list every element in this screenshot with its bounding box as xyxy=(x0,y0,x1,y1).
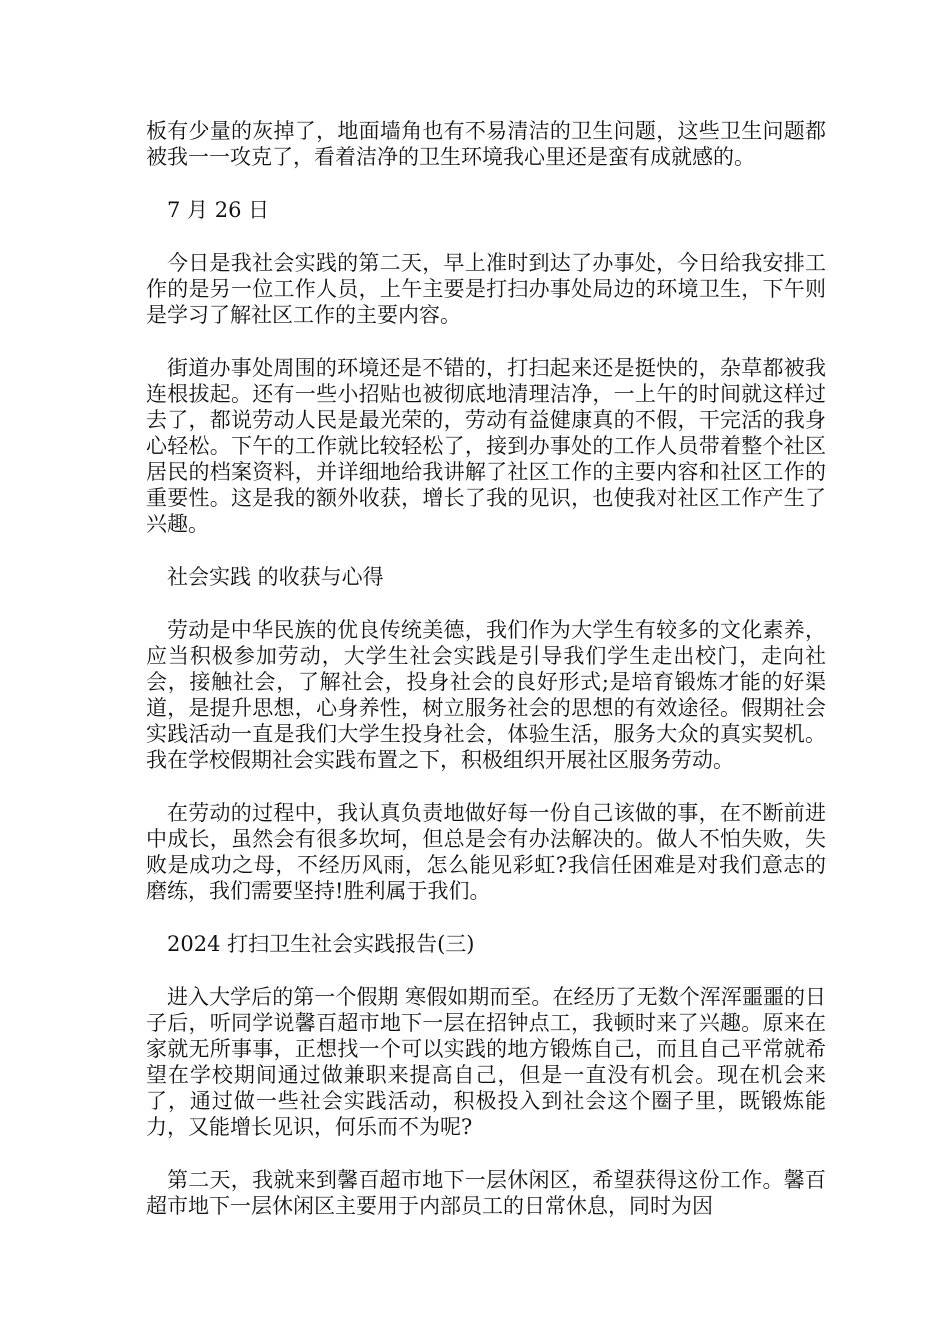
section-heading: 社会实践 的收获与心得 xyxy=(167,565,384,589)
report-title-heading: 2024 打扫卫生社会实践报告(三) xyxy=(167,932,475,956)
document-page xyxy=(146,118,826,1219)
paragraph: 进入大学后的第一个假期 寒假如期而至。在经历了无数个浑浑噩噩的日子后，听同学说馨百超市地下一层在招钟点工，我顿时来了兴趣。原来在家就无所事事，正想找一个可以实践的地方锻炼自己，而且自己平常就希望在学校期间通过做兼职来提高自己，但是一直没有机会。现在机会来了，通过做一些社会实践活动，积极投入到社会这个圈子里，既锻炼能力，又能增长见识，何乐而不为呢? xyxy=(146,985,826,1139)
paragraph: 街道办事处周围的环境还是不错的，打扫起来还是挺快的，杂草都被我连根拔起。还有一些小招贴也被彻底地清理洁净，一上午的时间就这样过去了，都说劳动人民是最光荣的，劳动有益健康真的不假，干完活的我身心轻松。下午的工作就比较轻松了，接到办事处的工作人员带着整个社区居民的档案资料，并详细地给我讲解了社区工作的主要内容和社区工作的重要性。这是我的额外收获，增长了我的见识，也使我对社区工作产生了兴趣。 xyxy=(146,356,826,536)
date-heading: 7 月 26 日 xyxy=(167,198,270,222)
paragraph: 第二天，我就来到馨百超市地下一层休闲区，希望获得这份工作。馨百超市地下一层休闲区主要用于内部员工的日常休息，同时为因 xyxy=(146,1168,826,1218)
paragraph-continued: 板有少量的灰掉了，地面墙角也有不易清洁的卫生问题，这些卫生问题都被我一一攻克了，看着洁净的卫生环境我心里还是蛮有成就感的。 xyxy=(146,119,826,169)
paragraph: 在劳动的过程中，我认真负责地做好每一份自己该做的事，在不断前进中成长，虽然会有很多坎坷，但总是会有办法解决的。做人不怕失败，失败是成功之母，不经历风雨，怎么能见彩虹?我信任困难是对我们意志的磨练，我们需要坚持!胜利属于我们。 xyxy=(146,801,826,903)
paragraph: 劳动是中华民族的优良传统美德，我们作为大学生有较多的文化素养，应当积极参加劳动，大学生社会实践是引导我们学生走出校门，走向社会，接触社会，了解社会，投身社会的良好形式;是培育锻炼才能的好渠道，是提升思想，心身养性，树立服务社会的思想的有效途径。假期社会实践活动一直是我们大学生投身社会，体验生活，服务大众的真实契机。我在学校假期社会实践布置之下，积极组织开展社区服务劳动。 xyxy=(146,618,826,772)
paragraph: 今日是我社会实践的第二天，早上准时到达了办事处，今日给我安排工作的是另一位工作人员，上午主要是打扫办事处局边的环境卫生，下午则是学习了解社区工作的主要内容。 xyxy=(146,251,826,327)
